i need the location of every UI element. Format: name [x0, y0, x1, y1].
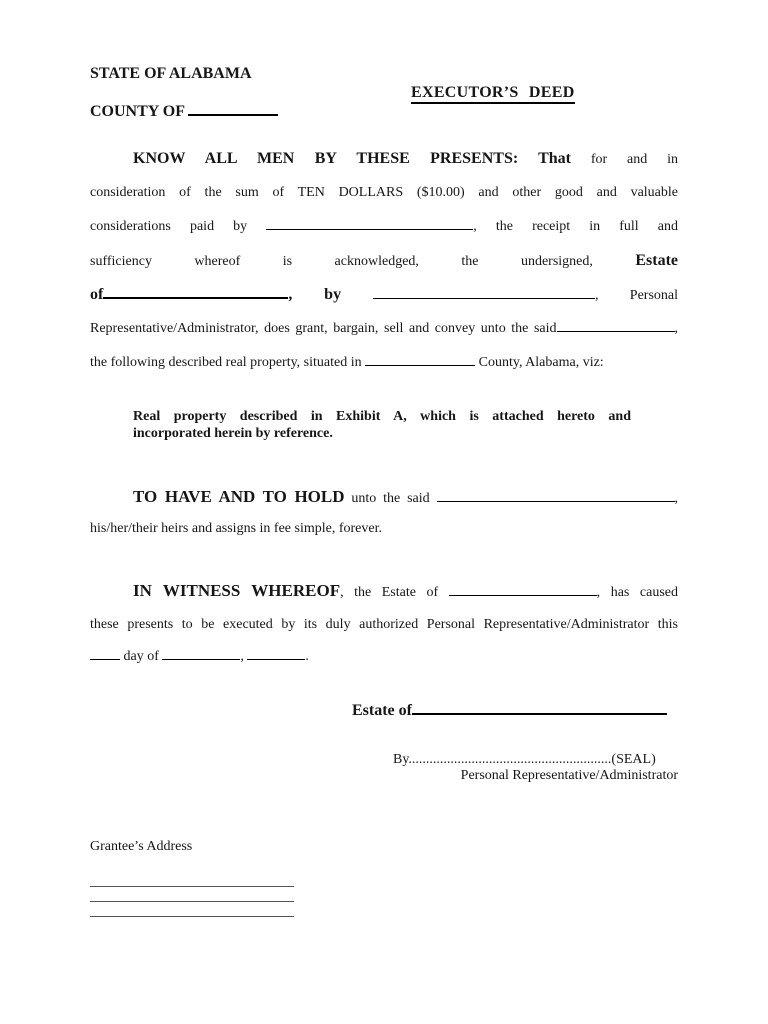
receipt-text: , the receipt in full and — [473, 219, 678, 234]
county-label: COUNTY OF — [90, 103, 185, 120]
opening-line-6 — [90, 312, 678, 346]
witness-date-line — [90, 642, 678, 672]
witness-estate-blank-field — [449, 591, 597, 596]
date-comma: , — [240, 649, 248, 664]
opening-line-5 — [90, 278, 678, 312]
grantee-address-blank-field-1 — [90, 872, 294, 887]
representative-name-blank-field — [373, 294, 595, 299]
sufficiency-text: sufficiency whereof is acknowledged, the undersigned, — [90, 254, 593, 269]
grantee-address-blank-field-2 — [90, 887, 294, 902]
day-of-text: day of — [120, 649, 163, 664]
estate-of-text: , the Estate of — [340, 585, 449, 600]
state-heading: STATE OF ALABAMA — [90, 65, 252, 82]
document-body — [90, 64, 678, 917]
alabama-viz-text: County, Alabama, viz: — [475, 355, 604, 370]
hold-grantee-blank-field — [437, 497, 675, 502]
of-word: of — [90, 286, 104, 303]
document-title: EXECUTOR’S DEED — [411, 84, 575, 104]
estate-name-blank-field — [103, 293, 288, 299]
comma-text: , — [674, 321, 678, 336]
opening-line-7 — [90, 346, 678, 380]
paid-by-text: considerations paid by — [90, 219, 267, 234]
that-word: That — [538, 150, 571, 167]
opening-line-1-rest: for and in — [590, 152, 679, 167]
habendum-line-2: his/her/their heirs and assigns in fee simple, forever. — [90, 521, 382, 536]
grantee-name-blank-field — [557, 327, 675, 332]
county-name-blank-field — [365, 361, 475, 366]
in-witness-whereof-heading: IN WITNESS WHEREOF — [133, 581, 341, 600]
to-have-and-hold-heading: TO HAVE AND TO HOLD — [133, 487, 345, 506]
opening-line-1 — [90, 142, 678, 176]
county-blank-field — [188, 110, 278, 116]
document-title-row — [90, 84, 678, 102]
month-blank-field — [162, 655, 240, 660]
date-period: . — [305, 649, 309, 664]
signature-by-block — [393, 752, 678, 784]
opening-paragraph — [90, 142, 678, 380]
personal-text: , Personal — [594, 288, 679, 303]
situated-text: the following described real property, situated in — [90, 355, 366, 370]
grantee-address-label: Grantee’s Address — [90, 839, 193, 854]
convey-text: Representative/Administrator, does grant, bargain, sell and convey unto the said — [90, 321, 557, 336]
has-caused-text: , has caused — [596, 585, 678, 600]
grantee-address-lines — [90, 872, 678, 917]
day-number-blank-field — [90, 655, 120, 660]
estate-word: Estate — [635, 252, 678, 269]
signature-estate-line — [352, 700, 678, 722]
witness-line-2: these presents to be executed by its duly authorized Personal Representative/Administrator this — [90, 617, 678, 632]
opening-line-2: consideration of the sum of TEN DOLLARS ($10.00) and other good and valuable — [90, 185, 678, 200]
habendum-comma: , — [674, 491, 678, 506]
exhibit-clause — [133, 408, 631, 442]
signature-estate-blank-field — [412, 709, 667, 715]
presents-clause: KNOW ALL MEN BY THESE PRESENTS: — [133, 150, 519, 167]
signature-estate-label: Estate of — [352, 702, 412, 719]
exhibit-line-2: incorporated herein by reference. — [133, 426, 333, 441]
signature-by-seal-line: By..........................................................(SEAL) — [393, 752, 656, 767]
unto-said-text: unto the said — [344, 491, 437, 506]
signature-role-line: Personal Representative/Administrator — [460, 768, 678, 783]
opening-line-3 — [90, 210, 678, 244]
paid-by-blank-field — [266, 225, 473, 230]
exhibit-line-1: Real property described in Exhibit A, which is attached hereto and — [133, 409, 631, 424]
opening-line-4 — [90, 244, 678, 278]
year-blank-field — [247, 655, 305, 660]
witness-clause — [90, 574, 678, 672]
grantee-address-blank-field-3 — [90, 902, 294, 917]
by-word: , by — [288, 286, 373, 303]
habendum-line-1 — [90, 480, 678, 514]
witness-line-1 — [90, 574, 678, 608]
county-heading — [90, 102, 678, 122]
habendum-clause — [90, 480, 678, 544]
